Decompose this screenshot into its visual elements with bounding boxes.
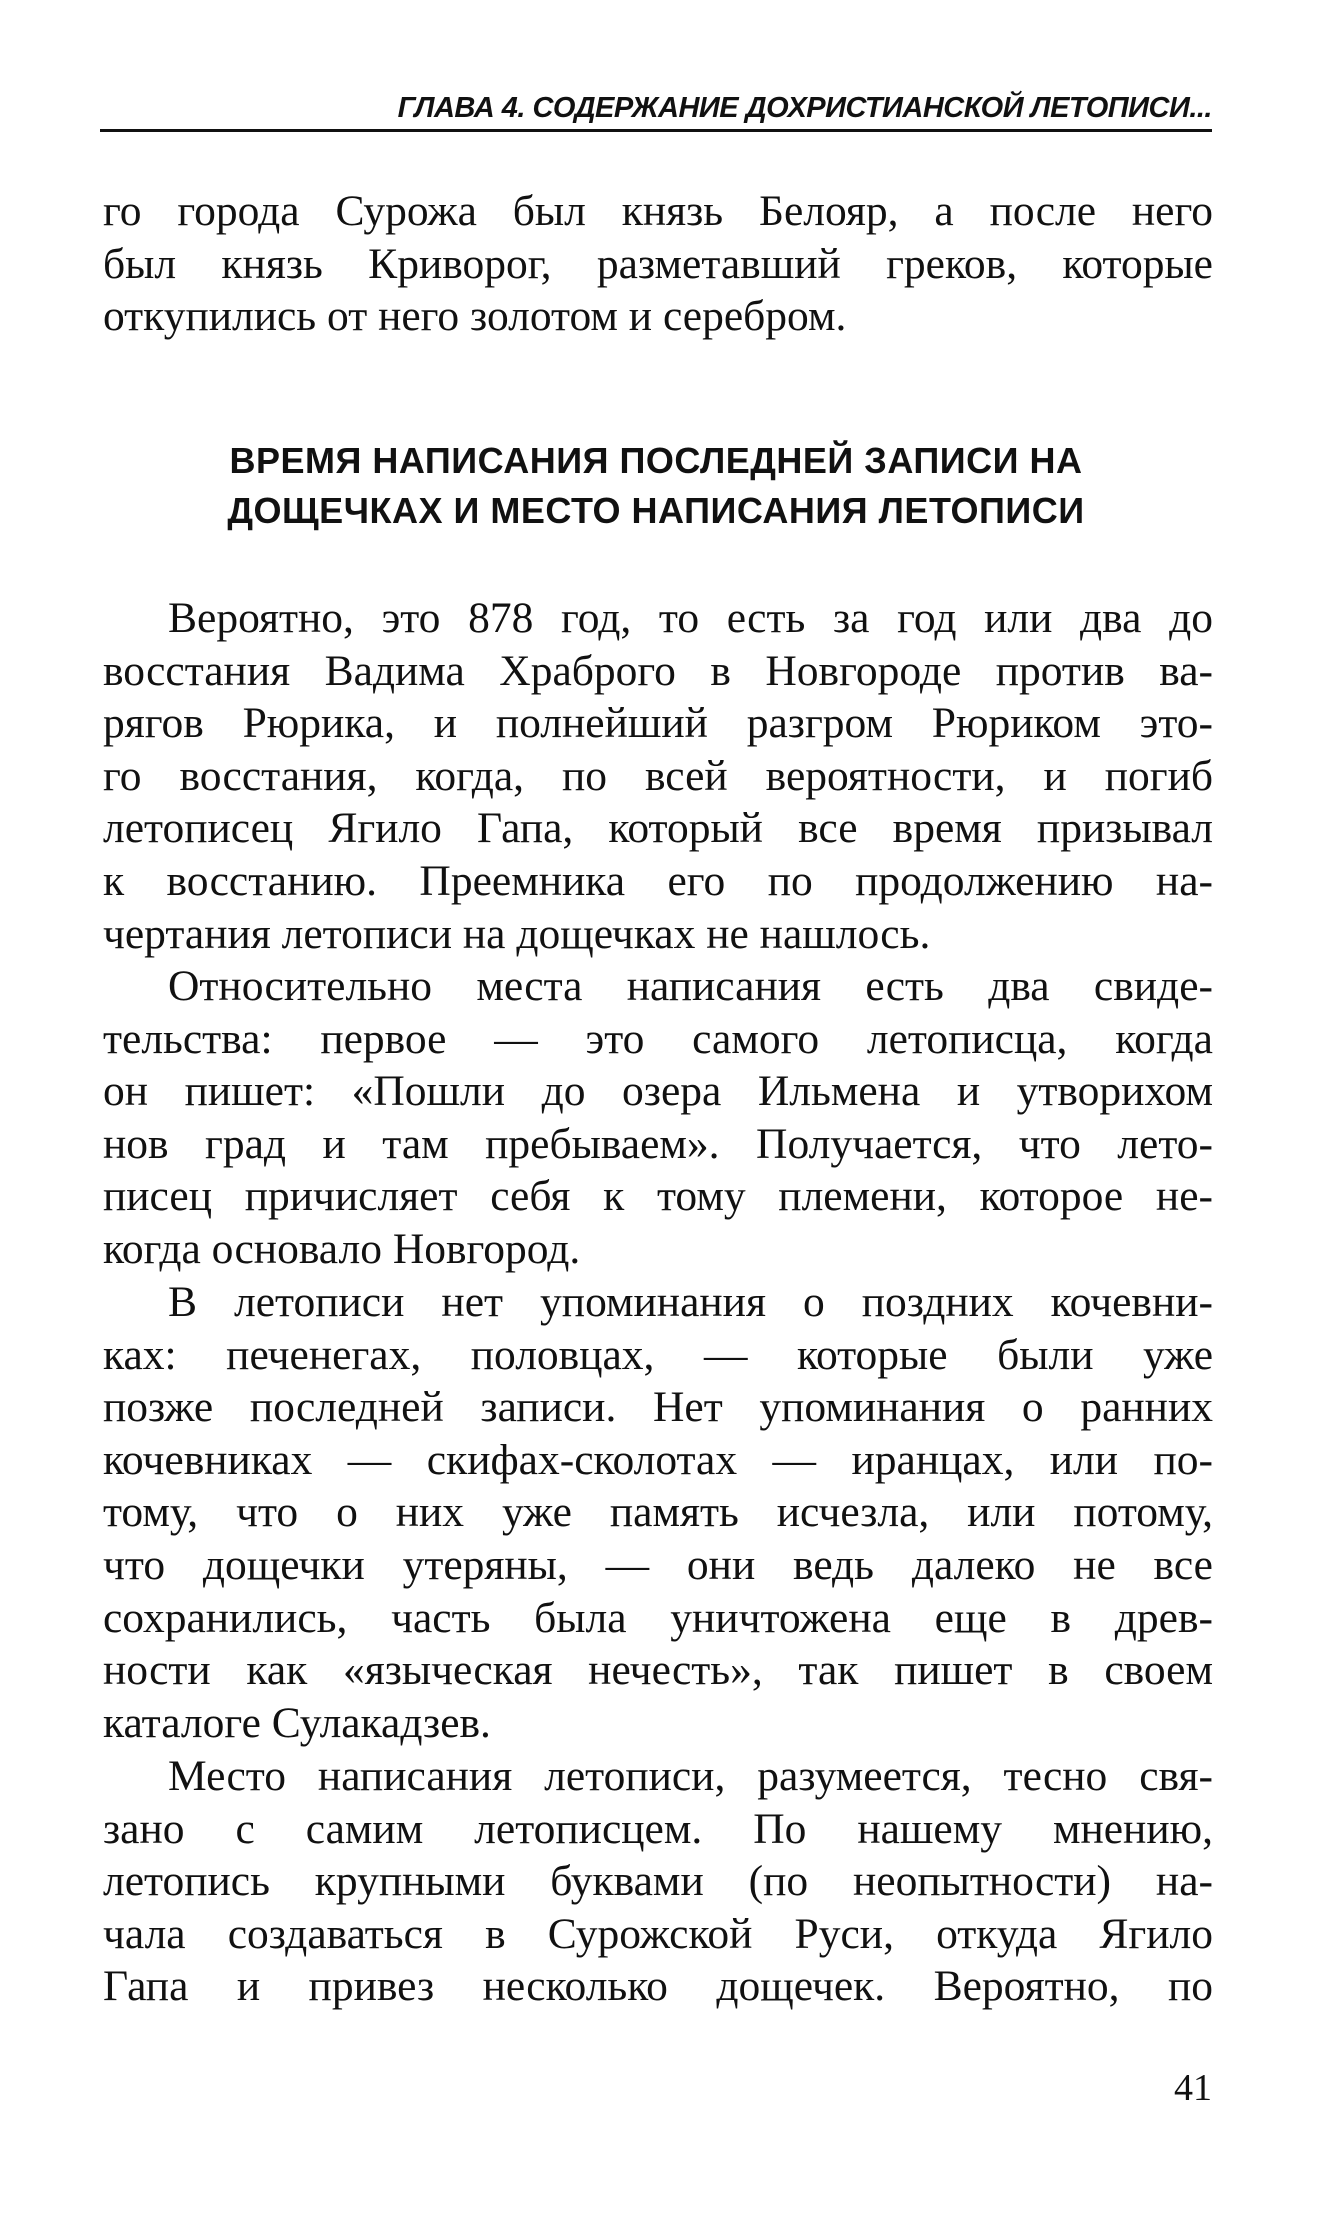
text-line: зано с самим летописцем. По нашему мнению, <box>103 1804 1213 1853</box>
text-line: тельства: первое — это самого летописца, когда <box>103 1014 1213 1063</box>
page-number: 41 <box>1174 2067 1212 2109</box>
text-line: го города Сурожа был князь Белояр, а после него <box>103 187 1213 235</box>
text-line: Вероятно, это 878 год, то есть за год или два до <box>168 594 1213 642</box>
text-line: тому, что о них уже память исчезла, или потому, <box>103 1488 1213 1537</box>
text-line: ках: печенегах, половцах, — которые были уже <box>103 1330 1213 1379</box>
text-line: восстания Вадима Храброго в Новгороде против ва- <box>103 646 1213 695</box>
text-line: он пишет: «Пошли до озера Ильмена и утворихом <box>103 1067 1213 1116</box>
opening-paragraph <box>103 185 1213 343</box>
text-line: откупились от него золотом и серебром. <box>103 292 847 341</box>
paragraph-1 <box>103 592 1213 960</box>
text-line: летописец Ягило Гапа, который все время призывал <box>103 804 1213 853</box>
paragraph-4 <box>103 1750 1213 2013</box>
text-line: писец причисляет себя к тому племени, которое не- <box>103 1172 1213 1221</box>
text-line: рягов Рюрика, и полнейший разгром Рюриком это- <box>103 699 1213 748</box>
text-line: позже последней записи. Нет упоминания о ранних <box>103 1383 1213 1432</box>
text-line: чала создаваться в Сурожской Руси, откуда Ягило <box>103 1909 1213 1958</box>
text-line: чертания летописи на дощечках не нашлось. <box>103 909 931 958</box>
section-heading <box>100 436 1212 536</box>
text-line: Гапа и привез несколько дощечек. Вероятно, по <box>103 1962 1213 2011</box>
running-head: ГЛАВА 4. СОДЕРЖАНИЕ ДОХРИСТИАНСКОЙ ЛЕТОПИСИ... <box>397 92 1212 124</box>
paragraph-2 <box>103 960 1213 1276</box>
paragraph-3 <box>103 1276 1213 1749</box>
text-line: когда основало Новгород. <box>103 1224 581 1273</box>
text-line: В летописи нет упоминания о поздних кочевни- <box>168 1278 1213 1326</box>
text-line: летопись крупными буквами (по неопытности) на- <box>103 1857 1213 1906</box>
text-line: Относительно места написания есть два свиде- <box>168 962 1213 1010</box>
text-line: кочевниках — скифах-сколотах — иранцах, или по- <box>103 1435 1213 1484</box>
text-line: к восстанию. Преемника его по продолжению на- <box>103 856 1213 905</box>
text-line: сохранились, часть была уничтожена еще в древ- <box>103 1593 1213 1642</box>
text-line: был князь Криворог, разметавший греков, которые <box>103 239 1213 288</box>
section-heading-line: ВРЕМЯ НАПИСАНИЯ ПОСЛЕДНЕЙ ЗАПИСИ НА <box>229 440 1083 481</box>
text-line: что дощечки утеряны, — они ведь далеко не все <box>103 1540 1213 1589</box>
text-line: го восстания, когда, по всей вероятности, и погиб <box>103 751 1213 800</box>
text-line: нов град и там пребываем». Получается, что лето- <box>103 1119 1213 1168</box>
text-line: ности как «языческая нечесть», так пишет в своем <box>103 1646 1213 1695</box>
text-line: Место написания летописи, разумеется, тесно свя- <box>168 1752 1213 1800</box>
section-heading-line: ДОЩЕЧКАХ И МЕСТО НАПИСАНИЯ ЛЕТОПИСИ <box>227 490 1085 531</box>
text-line: каталоге Сулакадзев. <box>103 1698 491 1747</box>
header-rule <box>100 129 1212 132</box>
